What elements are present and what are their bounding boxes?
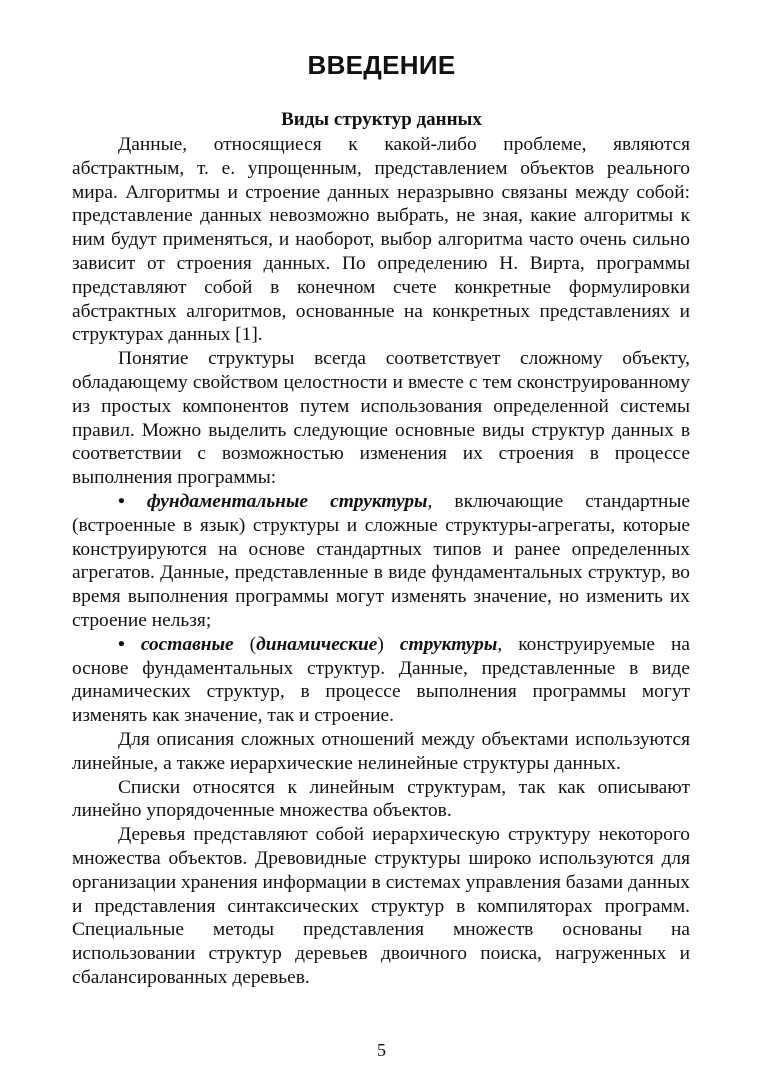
emphasized-term: составные xyxy=(140,633,234,655)
paragraph: Понятие структуры всегда соответствует сложному объекту, обладающему свойством целостности и вместе с тем сконструированному из простых компонентов путем использования определенной системы правил. Можно выделить следующие основные виды структур данных в соответствии с возможностью изменения их строения в процессе выполнения программы: xyxy=(72,348,690,489)
bullet-text: , конструируемые на основе фундаментальных структур. Данные, представленные в виде динамических структур, в процессе выполнения программы могут изменять как значение, так и строение. xyxy=(72,633,690,727)
section-title: Виды структур данных xyxy=(281,109,482,130)
body-text xyxy=(72,133,690,990)
page-number: 5 xyxy=(377,1040,386,1060)
bullet-item xyxy=(72,633,690,728)
paragraph: Списки относятся к линейным структурам, так как описывают линейно упорядоченные множества объектов. xyxy=(72,776,690,822)
bullet-marker: • xyxy=(118,633,125,655)
paragraph: Деревья представляют собой иерархическую структуру некоторого множества объектов. Древовидные структуры широко используются для организации хранения информации в системах управления базами данных и представления синтаксических структур в компиляторах программ. Специальные методы представления множеств основаны на использовании структур деревьев двоичного поиска, нагруженных и сбалансированных деревьев. xyxy=(72,824,690,988)
paren-open: ( xyxy=(233,633,257,655)
chapter-title: ВВЕДЕНИЕ xyxy=(307,50,456,80)
paragraph: Для описания сложных отношений между объектами используются линейные, а также иерархические нелинейные структуры данных. xyxy=(72,728,690,774)
emphasized-term: фундаментальные структуры xyxy=(146,490,428,512)
paragraph: Данные, относящиеся к какой-либо проблеме, являются абстрактным, т. е. упрощенным, представлением объектов реального мира. Алгоритмы и строение данных неразрывно связаны между собой: представление данных невозможно выбрать, не зная, какие алгоритмы к ним будут применяться, и наоборот, выбор алгоритма часто очень сильно зависит от строения данных. По определению Н. Вирта, программы представляют собой в конечном счете конкретные формулировки абстрактных алгоритмов, основанные на конкретных представлениях и структурах данных [1]. xyxy=(72,134,690,346)
emphasized-term: динамические xyxy=(256,633,378,655)
bullet-text: , включающие стандартные (встроенные в язык) структуры и сложные структуры-агрегаты, которые конструируются на основе стандартных типов и ранее определенных агрегатов. Данные, представленные в виде фундаментальных структур, во время выполнения программы могут изменять значение, но изменить их строение нельзя; xyxy=(72,490,690,631)
paren-close: ) xyxy=(377,633,400,655)
bullet-item xyxy=(72,490,690,633)
emphasized-term: структуры xyxy=(399,633,498,655)
bullet-marker: • xyxy=(118,490,125,512)
